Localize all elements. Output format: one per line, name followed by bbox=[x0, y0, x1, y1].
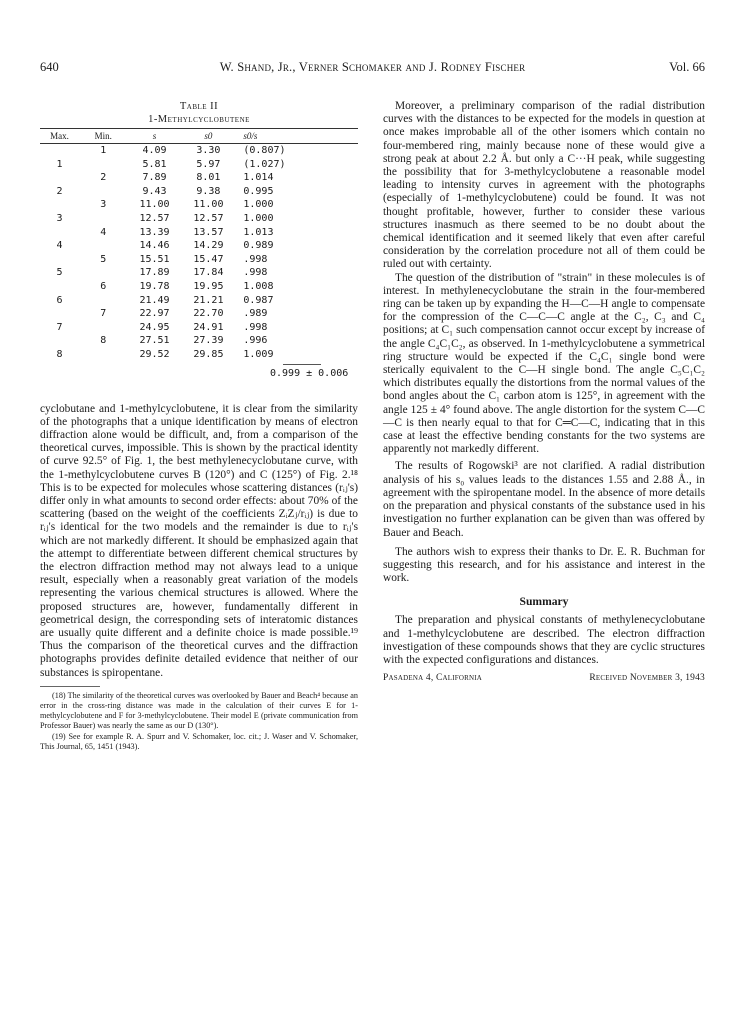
paragraph-strain: The question of the distribution of "strain" in these molecules is of interest. In methylenecyclobutane the strain in the four-membered ring can be taken up by expanding the H—C—H angle to compensate for the compression of the C—C—C angle at the C₂, C₃ and C₄ positions; at C₁ such compensation cannot occur except by increase of the angle C₄C₁C₂, as observed. In 1-methylcyclobutene a symmetrical ring structure would be expected if the C₄C₁ single bond were sterically equivalent to the C—H single bond. The angle C₅C₁C₂ which distributes equally the distortions from the normal values of the bond angles about the C₁ carbon atom is 125°, in agreement with the angle 125 ± 4° found above. The angle distortion for the system C—C—C is then nearly equal to that for C═C—C, indicating that in this case at least the effective bending constants for the two systems are apparently not markedly different. bbox=[383, 271, 705, 456]
cell-ratio: .996 bbox=[243, 335, 268, 347]
cell-min: 3 bbox=[100, 199, 107, 211]
table-subtitle: 1-Methylcyclobutene bbox=[148, 114, 250, 125]
table-row bbox=[40, 144, 358, 158]
cell-s0: 19.95 bbox=[193, 280, 224, 292]
cell-ratio: .998 bbox=[243, 321, 268, 333]
cell-s0: 12.57 bbox=[193, 212, 224, 224]
cell-s0: 22.70 bbox=[193, 308, 224, 320]
cell-ratio: 1.008 bbox=[243, 280, 274, 292]
cell-min bbox=[79, 321, 128, 335]
right-column bbox=[383, 100, 705, 683]
table-row bbox=[40, 171, 358, 185]
cell-s0: 17.84 bbox=[193, 267, 224, 279]
cell-s: 24.95 bbox=[139, 321, 170, 333]
cell-min: 4 bbox=[100, 226, 107, 238]
table-row bbox=[40, 321, 358, 335]
footnote-19: (19) See for example R. A. Spurr and V. Schomaker, loc. cit.; J. Waser and V. Schomaker, This Journal, 65, 1451 (1943). bbox=[40, 731, 358, 751]
footnote-18: (18) The similarity of the theoretical curves was overlooked by Bauer and Beach⁴ because an error in the cross-ring distance was made in the calculation of their curves E for 1-methylcyclobutene and F for 3-methylcyclobutene. Their model E (private communication from Professor Bauer) was nearly the same as our D (130°). bbox=[40, 690, 358, 731]
table-row bbox=[40, 226, 358, 240]
cell-s0: 5.97 bbox=[196, 158, 221, 170]
table-header-row bbox=[40, 129, 358, 144]
cell-s: 11.00 bbox=[139, 199, 170, 211]
cell-min bbox=[79, 212, 128, 226]
table-row bbox=[40, 253, 358, 267]
cell-min bbox=[79, 158, 128, 172]
cell-min: 1 bbox=[100, 145, 107, 156]
table-row bbox=[40, 294, 358, 308]
cell-s: 17.89 bbox=[139, 267, 170, 279]
paragraph-rogowski: The results of Rogowski³ are not clarified. A radial distribution analysis of his s₀ values leads to the distances 1.55 and 2.88 Å., in agreement with the spiropentane model. In the absence of more details on the preparation and physical constants of the substance used in his investigation no further explanation can be given than was offered by Bauer and Beach. bbox=[383, 460, 705, 539]
header-s0: s0 bbox=[181, 129, 235, 144]
header-min: Min. bbox=[79, 129, 128, 144]
running-header bbox=[40, 60, 705, 84]
header-ratio: s0/s bbox=[235, 129, 358, 144]
table-row bbox=[40, 280, 358, 294]
cell-s: 13.39 bbox=[139, 226, 170, 238]
left-column bbox=[40, 100, 358, 752]
cell-s0: 3.30 bbox=[196, 145, 221, 156]
summary-paragraph: The preparation and physical constants of methylenecyclobutane and 1-methylcyclobutene are described. The electron diffraction investigation of these compounds shows that they are cyclic structures with the expected configurations and distances. bbox=[383, 614, 705, 666]
cell-max bbox=[40, 253, 79, 267]
table-title: Table II bbox=[179, 101, 219, 112]
cell-s: 21.49 bbox=[139, 294, 170, 306]
table-average: 0.999 ± 0.006 bbox=[270, 367, 349, 379]
data-table bbox=[40, 128, 358, 362]
cell-s: 12.57 bbox=[139, 212, 170, 224]
table-row bbox=[40, 307, 358, 321]
cell-ratio: 0.989 bbox=[243, 240, 274, 252]
cell-s0: 27.39 bbox=[193, 335, 224, 347]
table-row bbox=[40, 266, 358, 280]
cell-max: 3 bbox=[56, 212, 63, 224]
cell-min: 2 bbox=[100, 172, 107, 184]
cell-s0: 24.91 bbox=[193, 321, 224, 333]
cell-ratio: 0.995 bbox=[243, 185, 274, 197]
cell-s0: 11.00 bbox=[193, 199, 224, 211]
table-row bbox=[40, 348, 358, 362]
cell-max: 8 bbox=[56, 348, 63, 360]
cell-ratio: 0.987 bbox=[243, 294, 274, 306]
page-number: 640 bbox=[40, 60, 59, 74]
cell-max bbox=[40, 307, 79, 321]
cell-max bbox=[40, 171, 79, 185]
cell-s: 5.81 bbox=[142, 158, 167, 170]
cell-s: 22.97 bbox=[139, 308, 170, 320]
cell-max: 4 bbox=[56, 240, 63, 252]
cell-s0: 29.85 bbox=[193, 348, 224, 360]
cell-ratio: .998 bbox=[243, 253, 268, 265]
cell-max bbox=[40, 280, 79, 294]
cell-ratio: 1.014 bbox=[243, 172, 274, 184]
cell-min: 6 bbox=[100, 280, 107, 292]
cell-ratio: 1.009 bbox=[243, 348, 274, 360]
cell-min: 7 bbox=[100, 308, 107, 320]
table-row bbox=[40, 239, 358, 253]
cell-max: 1 bbox=[56, 158, 63, 170]
cell-min bbox=[79, 239, 128, 253]
table-row bbox=[40, 212, 358, 226]
cell-ratio: 1.000 bbox=[243, 199, 274, 211]
cell-min bbox=[79, 266, 128, 280]
paragraph-acknowledgment: The authors wish to express their thanks to Dr. E. R. Buchman for suggesting this research, and for his assistance and interest in the work. bbox=[383, 545, 705, 585]
cell-max: 5 bbox=[56, 267, 63, 279]
left-paragraph: cyclobutane and 1-methylcyclobutene, it is clear from the similarity of the photographs that a unique identification by means of electron diffraction alone would be difficult, and, from a comparison of the theoretical curves, impossible. This is shown by the practical identity of curve 92.5° of Fig. 1, the best methylenecyclobutane curve, with the 1-methylcyclobutene curves B (120°) and C (125°) of Fig. 2.¹⁸ This is to be expected for molecules whose scattering distances (rᵢⱼ's) differ only in what amounts to second order effects: about 70% of the scattering (based on the weight of the coefficients ZᵢZⱼ/rᵢⱼ) is due to rᵢⱼ's identical for the two models and the remainder is due to rᵢⱼ's which are not markedly different. It should be emphasized again that the attempt to differentiate between different chemical structures by the electron diffraction method may not always lead to a unique result, especially when a reasonably great variation of the models representing the various chemical structures is allowed. Where the proposed structures are, however, fundamentally different in geometrical design, the corresponding sets of interatomic distances are usually quite different and a definite choice is made possible.¹⁹ Thus the comparison of the theoretical curves and the diffraction photographs provides definite detailed evidence that neither of our substances is spiropentane. bbox=[40, 402, 358, 679]
cell-max bbox=[40, 226, 79, 240]
cell-s0: 14.29 bbox=[193, 240, 224, 252]
cell-max: 6 bbox=[56, 294, 63, 306]
cell-s: 29.52 bbox=[139, 348, 170, 360]
table-row bbox=[40, 158, 358, 172]
author-line: W. Shand, Jr., Verner Schomaker and J. Rodney Fischer bbox=[219, 60, 526, 74]
cell-ratio: (1.027) bbox=[243, 158, 286, 170]
average-rule bbox=[283, 364, 321, 365]
cell-s: 9.43 bbox=[142, 185, 167, 197]
cell-ratio: 1.013 bbox=[243, 226, 274, 238]
cell-s: 27.51 bbox=[139, 335, 170, 347]
cell-max bbox=[40, 198, 79, 212]
cell-ratio: 1.000 bbox=[243, 212, 274, 224]
cell-min bbox=[79, 185, 128, 199]
table-row bbox=[40, 334, 358, 348]
cell-min: 5 bbox=[100, 253, 107, 265]
cell-s: 19.78 bbox=[139, 280, 170, 292]
cell-max bbox=[40, 334, 79, 348]
cell-ratio: .998 bbox=[243, 267, 268, 279]
cell-ratio: (0.807) bbox=[243, 145, 286, 156]
footnote-rule bbox=[40, 686, 100, 687]
cell-min bbox=[79, 348, 128, 362]
volume-label: Vol. 66 bbox=[669, 60, 705, 74]
cell-max: 7 bbox=[56, 321, 63, 333]
cell-s: 15.51 bbox=[139, 253, 170, 265]
table-row bbox=[40, 198, 358, 212]
cell-max: 2 bbox=[56, 185, 63, 197]
header-s: s bbox=[128, 129, 182, 144]
address-line bbox=[383, 673, 705, 683]
header-max: Max. bbox=[40, 129, 79, 144]
location: Pasadena 4, California bbox=[383, 673, 483, 684]
cell-s0: 21.21 bbox=[193, 294, 224, 306]
table-row bbox=[40, 185, 358, 199]
cell-s: 7.89 bbox=[142, 172, 167, 184]
received-date: Received November 3, 1943 bbox=[589, 673, 705, 684]
cell-max bbox=[40, 144, 79, 158]
cell-s0: 9.38 bbox=[196, 185, 221, 197]
cell-s: 14.46 bbox=[139, 240, 170, 252]
cell-s0: 8.01 bbox=[196, 172, 221, 184]
cell-s: 4.09 bbox=[142, 145, 167, 156]
cell-min: 8 bbox=[100, 335, 107, 347]
cell-ratio: .989 bbox=[243, 308, 268, 320]
cell-s0: 15.47 bbox=[193, 253, 224, 265]
paragraph-moreover: Moreover, a preliminary comparison of the radial distribution curves with the distances to be expected for the models in question at once makes improbable all of the other isomers which contain no four-membered ring, mainly because none of these would give a strong peak at about 2.2 Å. but only a C···H peak, while suggesting the possibility that for 3-methylcyclobutene a reasonable model leading to intensity curves in agreement with the photographs (especially of 1-methylcyclobutene) could be found. It was not thought profitable, however, further to consider these various structures inasmuch as there seemed to be no doubt about the chemical identification and it seemed likely that even after careful consideration by the correlation procedure not all of them could be ruled out with certainty. bbox=[383, 100, 705, 271]
cell-min bbox=[79, 294, 128, 308]
cell-s0: 13.57 bbox=[193, 226, 224, 238]
summary-heading: Summary bbox=[519, 595, 569, 609]
